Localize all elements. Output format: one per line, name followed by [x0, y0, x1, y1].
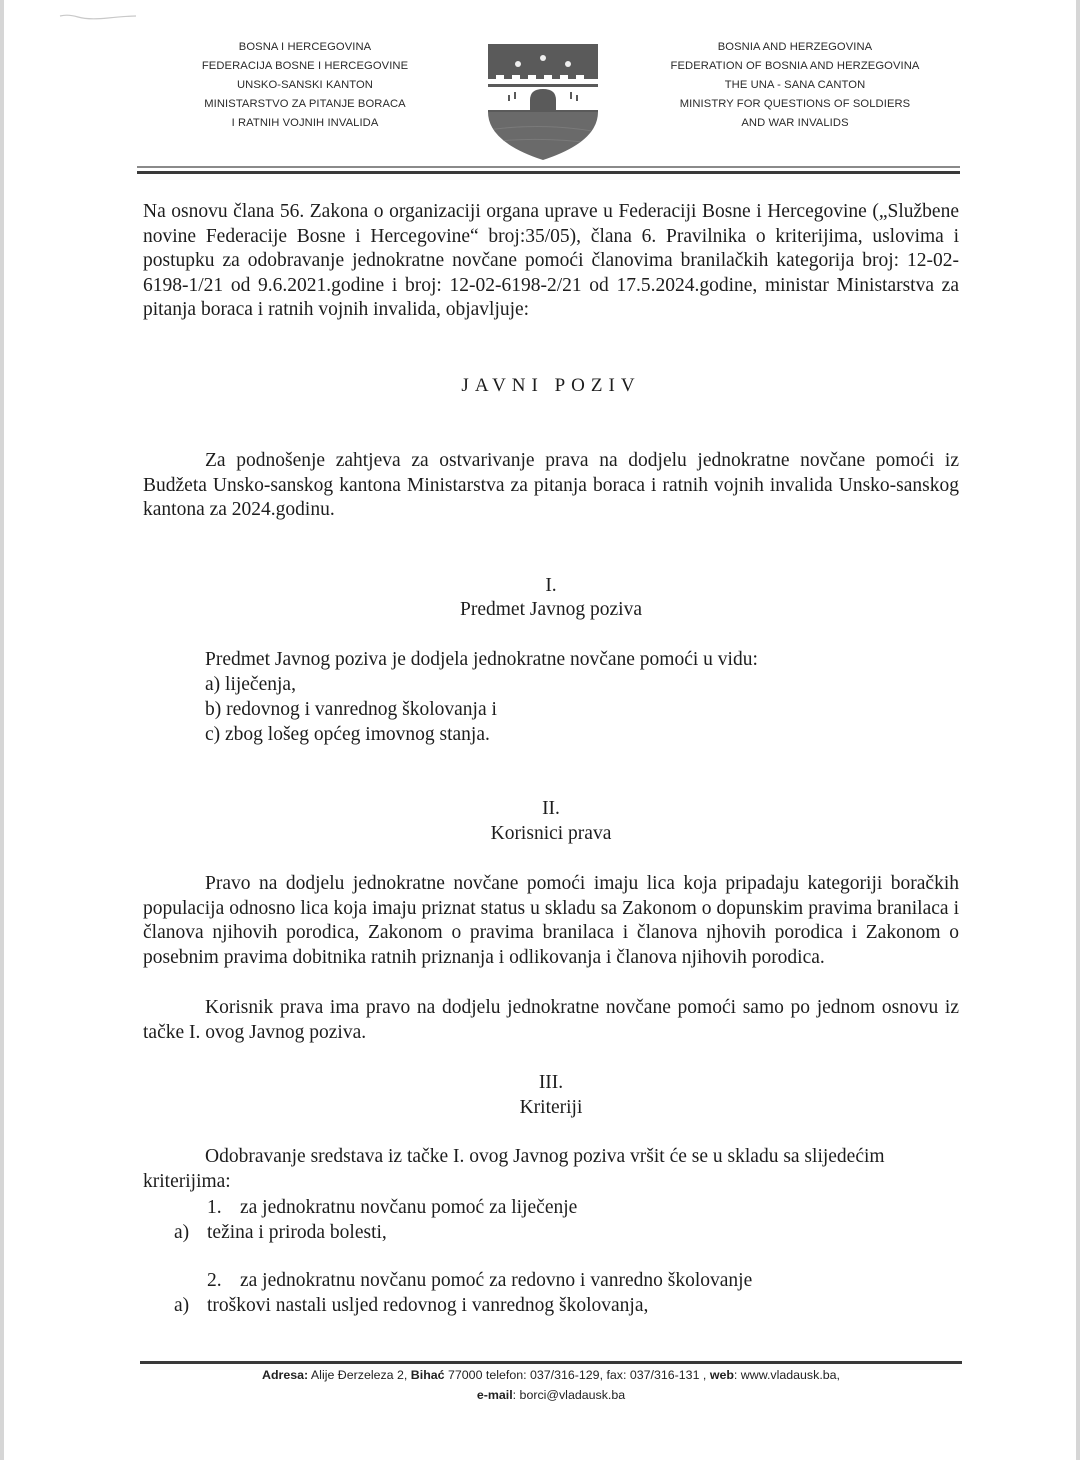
scan-edge-right — [1076, 0, 1080, 1460]
section-1-item: b) redovnog i vanrednog školovanja i — [205, 699, 497, 720]
footer-line-1 — [140, 1365, 962, 1385]
criterion-number: 2. — [207, 1270, 222, 1291]
header-bosnian — [170, 38, 440, 133]
header-divider-thick — [137, 171, 960, 174]
criterion-sub-label: a) — [174, 1222, 190, 1243]
section-1-lead: Predmet Javnog poziva je dodjela jednokratne novčane pomoći u vidu: — [205, 649, 758, 670]
intro-paragraph: Na osnovu člana 56. Zakona o organizaciji organa uprave u Federaciji Bosne i Hercegovine („Službene novine Federacije Bosne i Hercegovine“ broj:35/05), člana 6. Pravilnika o kriterijima, uslovima i postupku za odobravanje jednokratne novčane pomoći članovima branilačkih kategorija broj: 12-02-6198-1/21 od 9.6.2021.godine i broj: 12-02-6198-2/21 od 17.5.2024.godine, ministar Ministarstva za pitanja boraca i ratnih vojnih invalida, objavljuje: — [143, 201, 959, 321]
phone-fax: 77000 telefon: 037/316-129, fax: 037/316-131 , — [448, 1368, 707, 1382]
web-link[interactable]: : www.vladausk.ba, — [733, 1368, 840, 1382]
criterion-number: 1. — [207, 1197, 222, 1218]
section-1-number: I. — [545, 575, 557, 596]
section-2-paragraph: Pravo na dodjelu jednokratne novčane pomoći imaju lica koja pripadaju kategoriji boračkih populacija odnosno lica koja imaju priznat status u skladu sa Zakonom o dopunskim pravima branilaca i članova njihovih porodica, Zakonom o pravima branilaca i članova njhovih porodica i Zakonom o posebnim pravima dobitnika ratnih priznanja i odlikovanja i članova njihovih porodica. — [143, 873, 959, 968]
scan-edge-left — [0, 0, 4, 1460]
section-3-heading: Kriteriji — [519, 1097, 583, 1118]
coat-of-arms-icon — [486, 42, 600, 162]
city-label: Bihać — [410, 1368, 445, 1382]
criterion-sub-label: a) — [174, 1295, 190, 1316]
email-link[interactable]: : borci@vladausk.ba — [512, 1388, 626, 1402]
pen-mark — [58, 12, 138, 22]
header-line: MINISTRY FOR QUESTIONS OF SOLDIERS — [679, 98, 911, 110]
footer-divider — [140, 1361, 962, 1364]
criterion-text: za jednokratnu novčanu pomoć za liječenje — [240, 1197, 578, 1218]
header-divider-thin — [137, 166, 960, 168]
header-line: THE UNA - SANA CANTON — [724, 79, 866, 91]
criterion-sub-text: težina i priroda bolesti, — [207, 1222, 387, 1243]
header-line: BOSNA I HERCEGOVINA — [238, 41, 372, 53]
section-2-paragraph: Korisnik prava ima pravo na dodjelu jednokratne novčane pomoći samo po jednom osnovu iz tačke I. ovog Javnog poziva. — [143, 997, 959, 1043]
footer-contact — [140, 1365, 962, 1405]
purpose-paragraph: Za podnošenje zahtjeva za ostvarivanje prava na dodjelu jednokratne novčane pomoći iz Budžeta Unsko-sanskog kantona Ministarstva za pitanja boraca i ratnih vojnih invalida Unsko-sanskog kantona za 2024.godinu. — [143, 450, 959, 521]
web-label: web — [709, 1368, 734, 1382]
section-2-number: II. — [542, 798, 560, 819]
section-1-heading: Predmet Javnog poziva — [460, 599, 642, 620]
header-line: I RATNIH VOJNIH INVALIDA — [231, 117, 379, 129]
section-3-lead: Odobravanje sredstava iz tačke I. ovog Javnog poziva vršit će se u skladu sa slijedećim kriterijima: — [143, 1146, 885, 1192]
header-line: AND WAR INVALIDS — [741, 117, 849, 129]
section-1-item: c) zbog lošeg općeg imovnog stanja. — [205, 724, 490, 745]
criterion-sub-text: troškovi nastali usljed redovnog i vanrednog školovanja, — [207, 1295, 649, 1316]
footer-line-2 — [140, 1385, 962, 1405]
header-line: FEDERATION OF BOSNIA AND HERZEGOVINA — [670, 60, 920, 72]
section-1-item: a) liječenja, — [205, 674, 296, 695]
header-line: UNSKO-SANSKI KANTON — [237, 79, 373, 91]
criterion-text: za jednokratnu novčanu pomoć za redovno i vanredno školovanje — [240, 1270, 753, 1291]
section-2-heading: Korisnici prava — [490, 823, 612, 844]
header-line: MINISTARSTVO ZA PITANJE BORACA — [204, 98, 406, 110]
document-title: JAVNI POZIV — [461, 375, 641, 396]
header-line: BOSNIA AND HERZEGOVINA — [717, 41, 873, 53]
header-english — [640, 38, 950, 133]
section-3-number: III. — [538, 1072, 564, 1093]
header-line: FEDERACIJA BOSNE I HERCEGOVINE — [201, 60, 409, 72]
address-value: Alije Đerzeleza 2, — [310, 1368, 408, 1382]
address-label: Adresa: — [262, 1368, 309, 1382]
email-label: e-mail — [476, 1388, 513, 1402]
